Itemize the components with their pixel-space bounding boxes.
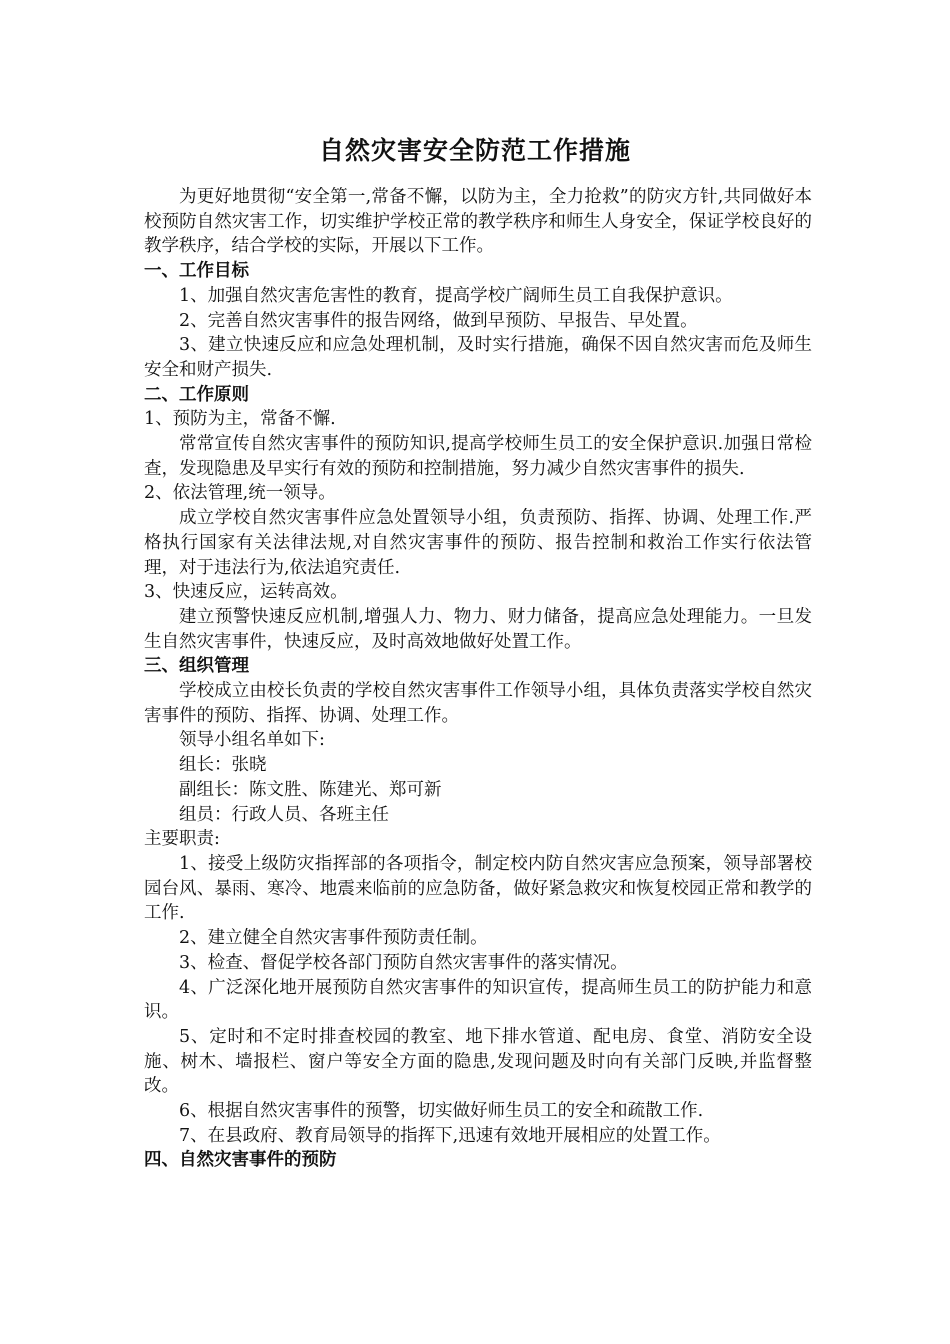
section-heading: 三、组织管理 (144, 656, 249, 677)
paragraph: 2、建立健全自然灾害事件预防责任制。 (179, 928, 488, 949)
paragraph: 学校成立由校长负责的学校自然灾害事件工作领导小组，具体负责落实学校自然灾害事件的预防、指挥、协调、处理工作。 (144, 681, 812, 726)
document-body (144, 185, 812, 1173)
paragraph: 1、加强自然灾害危害性的教育，提高学校广阔师生员工自我保护意识。 (179, 285, 733, 306)
paragraph: 2、完善自然灾害事件的报告网络，做到早预防、早报告、早处置。 (179, 310, 698, 331)
paragraph: 成立学校自然灾害事件应急处置领导小组，负责预防、指挥、协调、处理工作.严格执行国家有关法律法规,对自然灾害事件的预防、报告控制和救治工作实行依法管理，对于违法行为,依法追究责任. (144, 508, 812, 578)
paragraph: 组员：行政人员、各班主任 (179, 804, 389, 825)
paragraph: 5、定时和不定时排查校园的教室、地下排水管道、配电房、食堂、消防安全设施、树木、墙报栏、窗户等安全方面的隐患,发现问题及时向有关部门反映,并监督整改。 (144, 1026, 812, 1097)
section-heading: 一、工作目标 (144, 261, 249, 282)
paragraph: 6、根据自然灾害事件的预警，切实做好师生员工的安全和疏散工作. (179, 1101, 704, 1122)
paragraph: 主要职责: (144, 829, 220, 850)
paragraph: 1、预防为主，常备不懈. (144, 409, 336, 430)
paragraph: 3、快速反应，运转高效。 (144, 582, 348, 603)
document-title: 自然灾害安全防范工作措施 (318, 136, 631, 165)
paragraph: 7、在县政府、教育局领导的指挥下,迅速有效地开展相应的处置工作。 (179, 1125, 721, 1146)
paragraph: 3、建立快速反应和应急处理机制，及时实行措施，确保不因自然灾害而危及师生安全和财产损失. (144, 335, 812, 380)
paragraph: 建立预警快速反应机制,增强人力、物力、财力储备，提高应急处理能力。一旦发生自然灾害事件，快速反应，及时高效地做好处置工作。 (144, 606, 812, 652)
paragraph: 为更好地贯彻“安全第一,常备不懈，以防为主，全力抢救”的防灾方针,共同做好本校预防自然灾害工作，切实维护学校正常的教学秩序和师生人身安全，保证学校良好的教学秩序，结合学校的实际，开展以下工作。 (144, 187, 812, 257)
section-heading: 二、工作原则 (144, 384, 249, 405)
paragraph: 3、检查、督促学校各部门预防自然灾害事件的落实情况。 (179, 952, 628, 973)
paragraph: 4、广泛深化地开展预防自然灾害事件的知识宣传，提高师生员工的防护能力和意识。 (144, 977, 812, 1023)
paragraph: 领导小组名单如下: (179, 730, 325, 751)
paragraph: 1、接受上级防灾指挥部的各项指令，制定校内防自然灾害应急预案，领导部署校园台风、暴雨、寒冷、地震来临前的应急防备，做好紧急救灾和恢复校园正常和教学的工作. (144, 853, 812, 924)
paragraph: 副组长：陈文胜、陈建光、郑可新 (179, 779, 442, 800)
paragraph: 常常宣传自然灾害事件的预防知识,提高学校师生员工的安全保护意识.加强日常检查，发现隐患及早实行有效的预防和控制措施，努力减少自然灾害事件的损失. (144, 434, 812, 479)
paragraph: 组长：张晓 (179, 755, 267, 776)
section-heading: 四、自然灾害事件的预防 (144, 1150, 337, 1171)
paragraph: 2、依法管理,统一领导。 (144, 483, 336, 504)
